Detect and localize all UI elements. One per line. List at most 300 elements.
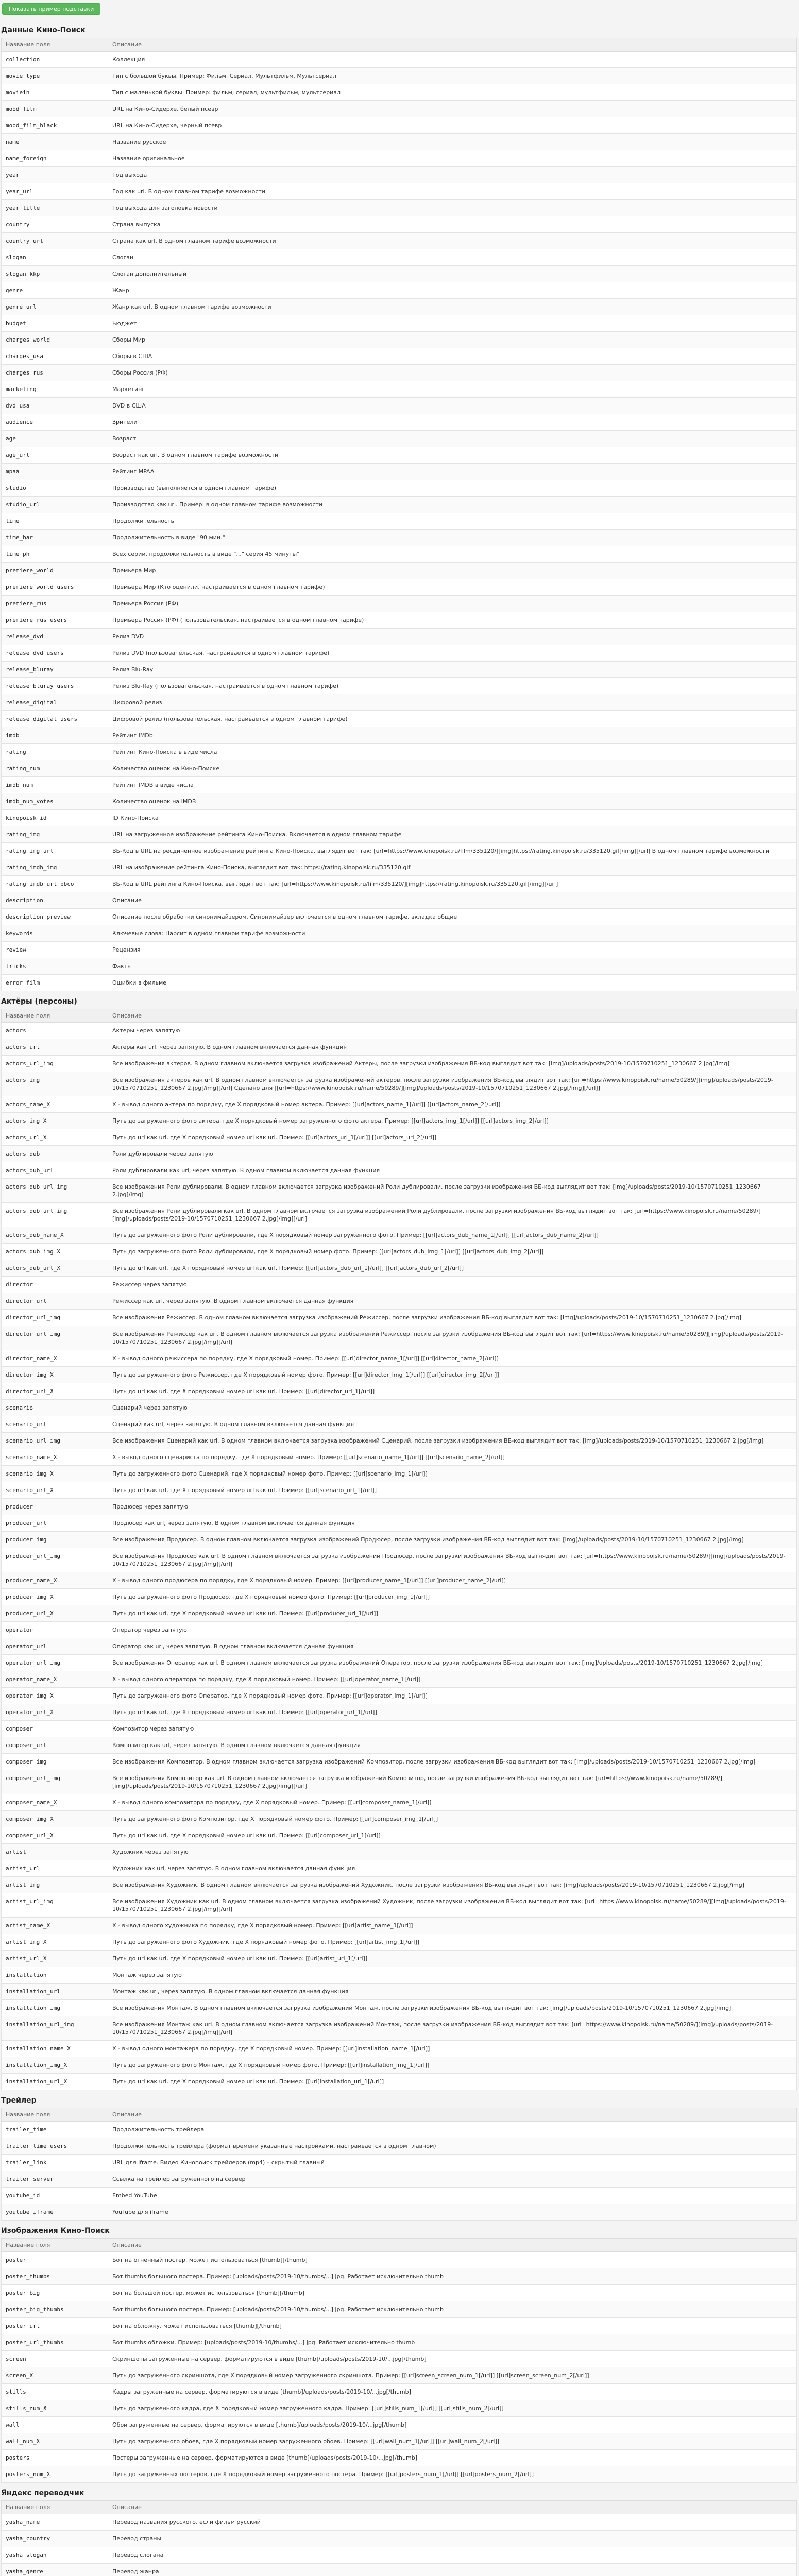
variable-description: Бот на обложку, может использоваться [thumb][/thumb]: [108, 2318, 797, 2334]
variable-name: composer_url_X: [2, 1827, 108, 1844]
variable-description: Сборы Мир: [108, 332, 797, 348]
variable-description: Постеры загруженные на сервер, форматируются в виде [thumb]/uploads/posts/2019-10/...jpg[/thumb]: [108, 2450, 797, 2466]
variable-description: Все изображения Монтаж. В одном главном включается загрузка изображений Монтаж, после загрузки изображения ВБ-код выглядит вот так: [img]/uploads/posts/2019-10/1570710251_1230667 2.jpg[/img]: [108, 2000, 797, 2016]
table-row: [2, 859, 797, 876]
table-row: [2, 530, 797, 546]
variable-description: Производство (выполняется в одном главном тарифе): [108, 480, 797, 497]
table-row: [2, 2351, 797, 2367]
table-row: [2, 431, 797, 447]
variable-name: operator: [2, 1622, 108, 1638]
table-row: [2, 1023, 797, 1039]
variable-name: release_digital: [2, 694, 108, 711]
variable-name: yasha_genre: [2, 2564, 108, 2576]
table-row: [2, 1984, 797, 2000]
variable-name: scenario: [2, 1400, 108, 1416]
variable-description: Все изображения Продюсер как url. В одном главном включается загрузка изображений Продюсер, после загрузки изображения ВБ-код выглядит вот так: [url=https://www.kinopoisk.ru/name/50289/][img]/uploads/posts/2019-10/1570710251_1230667 2.jpg[/img][/url]: [108, 1548, 797, 1572]
table-row: [2, 563, 797, 579]
variable-description: Тип с большой буквы. Пример: Фильм, Сериал, Мультфильм, Мультсериал: [108, 68, 797, 84]
variable-description: Х - вывод одного сценариста по порядку, где Х порядковый номер. Пример: [[url]scenario_name_1[/url]] [[url]scenario_name_2[/url]]: [108, 1449, 797, 1466]
variable-description: URL на Кино-Сидерхе, черный псевр: [108, 117, 797, 134]
table-row: [2, 2041, 797, 2057]
variable-description: Все изображения Композитор. В одном главном включается загрузка изображений Композитор, после загрузки изображения ВБ-код выглядит вот так: [img]/uploads/posts/2019-10/1570710251_1230667 2.jpg[/img]: [108, 1754, 797, 1770]
variable-description: Путь до url как url, где Х порядковый номер url как url. Пример: [[url]operator_url_1[/url]]: [108, 1704, 797, 1721]
variable-name: mood_film_black: [2, 117, 108, 134]
table-row: [2, 1754, 797, 1770]
table-row: [2, 1072, 797, 1096]
table-row: [2, 744, 797, 760]
variable-name: yasha_name: [2, 2514, 108, 2531]
table-row: [2, 1449, 797, 1466]
table-row: [2, 2057, 797, 2074]
table-row: [2, 1655, 797, 1671]
variable-description: Кадры загруженные на сервер, форматируются в виде [thumb]/uploads/posts/2019-10/...jpg[/thumb]: [108, 2384, 797, 2400]
variable-name: actors_dub: [2, 1146, 108, 1162]
variable-description: Х - вывод одного оператора по порядку, где Х порядковый номер. Пример: [[url]operator_name_1[/url]]: [108, 1671, 797, 1688]
variable-description: Релиз Blu-Ray: [108, 662, 797, 678]
variable-name: actors_img: [2, 1072, 108, 1096]
variable-name: poster_big_thumbs: [2, 2301, 108, 2318]
variable-name: installation: [2, 1967, 108, 1984]
variable-name: trailer_time_users: [2, 2138, 108, 2155]
variable-description: Перевод страны: [108, 2531, 797, 2547]
variable-name: charges_rus: [2, 365, 108, 381]
table-row: [2, 1532, 797, 1548]
variable-name: scenario_url: [2, 1416, 108, 1433]
variable-name: composer: [2, 1721, 108, 1737]
table-header-row: [2, 1009, 797, 1023]
variable-description: Путь до загруженного фото актера, где Х порядковый номер загруженного фото актера. Пример: [[url]actors_img_1[/url]] [[url]actors_img_2[/url]]: [108, 1113, 797, 1129]
column-header-description: Описание: [108, 2108, 797, 2122]
variable-name: premiere_rus_users: [2, 612, 108, 629]
variable-description: Путь до загруженного фото Монтаж, где Х порядковый номер фото. Пример: [[url]installation_img_1[/url]]: [108, 2057, 797, 2074]
column-header-name: Название поля: [2, 2239, 108, 2252]
table-row: [2, 2204, 797, 2221]
variable-name: poster_url: [2, 2318, 108, 2334]
table-row: [2, 1416, 797, 1433]
table-row: [2, 1310, 797, 1326]
variable-description: Жанр: [108, 282, 797, 299]
table-row: [2, 2384, 797, 2400]
variables-table: [1, 1009, 797, 2090]
variable-description: Роли дублировали через запятую: [108, 1146, 797, 1162]
table-row: [2, 1827, 797, 1844]
variable-description: Премьера Россия (РФ): [108, 596, 797, 612]
table-row: [2, 1737, 797, 1754]
table-row: [2, 1499, 797, 1515]
table-row: [2, 398, 797, 414]
variable-name: poster: [2, 2252, 108, 2268]
variable-name: poster_thumbs: [2, 2268, 108, 2285]
variable-description: Ключевые слова: Парсит в одном главном тарифе возможности: [108, 925, 797, 942]
table-row: [2, 645, 797, 662]
variable-name: artist: [2, 1844, 108, 1860]
variable-description: Премьера Россия (РФ) (пользовательская, настраивается в одном главном тарифе): [108, 612, 797, 629]
section-title: Данные Кино-Поиск: [1, 26, 86, 35]
variable-description: Все изображения Сценарий как url. В одном главном включается загрузка изображений Сценарий, после загрузки изображения ВБ-код выглядит вот так: [img]/uploads/posts/2019-10/1570710251_1230667 2.jpg[/img]: [108, 1433, 797, 1449]
variable-name: producer_url_img: [2, 1548, 108, 1572]
variable-description: Бот thumbs обложки. Пример: [uploads/posts/2019-10/thumbs/...] jpg. Работает исключительно thumb: [108, 2334, 797, 2351]
variable-description: Путь до url как url, где Х порядковый номер url как url. Пример: [[url]director_url_1[/url]]: [108, 1383, 797, 1400]
variable-description: Все изображения Оператор как url. В одном главном включается загрузка изображений Оператор, после загрузки изображения ВБ-код выглядит вот так: [img]/uploads/posts/2019-10/1570710251_1230667 2.jpg[/img]: [108, 1655, 797, 1671]
column-header-description: Описание: [108, 2239, 797, 2252]
column-header-description: Описание: [108, 38, 797, 52]
variable-name: trailer_time: [2, 2122, 108, 2138]
variables-table: [1, 2108, 797, 2221]
variable-name: age: [2, 431, 108, 447]
column-header-description: Описание: [108, 2501, 797, 2514]
table-row: [2, 2400, 797, 2417]
table-row: [2, 1622, 797, 1638]
variable-name: producer_name_X: [2, 1572, 108, 1589]
table-row: [2, 1293, 797, 1310]
table-row: [2, 414, 797, 431]
table-row: [2, 348, 797, 365]
variable-name: time: [2, 513, 108, 530]
table-row: [2, 332, 797, 348]
table-row: [2, 909, 797, 925]
variable-description: Сценарий через запятую: [108, 1400, 797, 1416]
variable-name: installation_img: [2, 2000, 108, 2016]
variable-name: age_url: [2, 447, 108, 464]
column-header-name: Название поля: [2, 38, 108, 52]
table-row: [2, 266, 797, 282]
variable-name: director: [2, 1277, 108, 1293]
variable-description: Рецензия: [108, 942, 797, 958]
variable-name: youtube_iframe: [2, 2204, 108, 2221]
variable-description: Все изображения Художник как url. В одном главном включается загрузка изображений Художник, после загрузки изображения ВБ-код выглядит вот так: [url=https://www.kinopoisk.ru/name/50289/][img]/uploads/posts/2019-10/1570710251_1230667 2.jpg[/img][/url]: [108, 1893, 797, 1918]
table-row: [2, 1466, 797, 1482]
variable-description: Embed YouTube: [108, 2188, 797, 2204]
variable-description: Режиссер через запятую: [108, 1277, 797, 1293]
variable-description: Путь до url как url, где Х порядковый номер url как url. Пример: [[url]artist_url_1[/url]]: [108, 1951, 797, 1967]
variable-name: release_bluray_users: [2, 678, 108, 694]
variable-name: wall_num_X: [2, 2433, 108, 2450]
variable-description: Рейтинг IMDb: [108, 727, 797, 744]
variable-description: Релиз Blu-Ray (пользовательская, настраивается в одном главном тарифе): [108, 678, 797, 694]
variable-name: release_dvd: [2, 629, 108, 645]
variable-name: name_foreign: [2, 150, 108, 167]
table-row: [2, 249, 797, 266]
variable-name: genre: [2, 282, 108, 299]
variable-description: Сборы Россия (РФ): [108, 365, 797, 381]
variable-name: artist_img_X: [2, 1934, 108, 1951]
table-row: [2, 760, 797, 777]
variable-description: Путь до загруженного фото Роли дублировали, где Х порядковый номер фото. Пример: [[url]actors_dub_img_1[/url]] [[url]actors_dub_img_2[/url]]: [108, 1244, 797, 1260]
table-row: [2, 282, 797, 299]
section-title: Актёры (персоны): [1, 997, 77, 1006]
variable-description: Все изображения Режиссер как url. В одном главном включается загрузка изображений Режиссер, после загрузки изображения ВБ-код выглядит вот так: [url=https://www.kinopoisk.ru/name/50289/][img]/uploads/posts/2019-10/1570710251_1230667 2.jpg[/img][/url]: [108, 1326, 797, 1350]
table-row: [2, 1589, 797, 1605]
table-row: [2, 826, 797, 843]
variable-description: Цифровой релиз: [108, 694, 797, 711]
table-row: [2, 2514, 797, 2531]
table-row: [2, 579, 797, 596]
variable-description: Путь до загруженного фото Сценарий, где Х порядковый номер фото. Пример: [[url]scenario_img_1[/url]]: [108, 1466, 797, 1482]
table-row: [2, 1383, 797, 1400]
variable-description: Путь до загруженного фото Роли дублировали, где Х порядковый номер загруженного фото. Пример: [[url]actors_dub_name_1[/url]] [[url]actors_dub_name_2[/url]]: [108, 1227, 797, 1244]
variable-description: Год как url. В одном главном тарифе возможности: [108, 183, 797, 200]
table-row: [2, 1056, 797, 1072]
table-row: [2, 2122, 797, 2138]
variable-description: Возраст как url. В одном главном тарифе возможности: [108, 447, 797, 464]
variable-description: Путь до загруженного фото Оператор, где Х порядковый номер фото. Пример: [[url]operator_img_1[/url]]: [108, 1688, 797, 1704]
variable-name: posters: [2, 2450, 108, 2466]
variable-name: description: [2, 892, 108, 909]
variable-description: Рейтинг MPAA: [108, 464, 797, 480]
table-row: [2, 299, 797, 315]
table-row: [2, 1688, 797, 1704]
table-row: [2, 447, 797, 464]
variable-name: trailer_link: [2, 2155, 108, 2171]
table-row: [2, 167, 797, 183]
column-header-name: Название поля: [2, 1009, 108, 1023]
variable-description: Всех серии, продолжительность в виде "..." серия 45 минуты": [108, 546, 797, 563]
table-row: [2, 84, 797, 101]
variable-description: Все изображения Продюсер. В одном главном включается загрузка изображений Продюсер, после загрузки изображения ВБ-код выглядит вот так: [img]/uploads/posts/2019-10/1570710251_1230667 2.jpg[/img]: [108, 1532, 797, 1548]
table-row: [2, 2417, 797, 2433]
variable-name: stills_num_X: [2, 2400, 108, 2417]
variable-name: error_film: [2, 975, 108, 991]
variable-description: Продюсер как url, через запятую. В одном главном включается данная функция: [108, 1515, 797, 1532]
variable-name: actors_dub_url_X: [2, 1260, 108, 1277]
table-row: [2, 1548, 797, 1572]
variable-description: Роли дублировали как url, через запятую. В одном главном включается данная функция: [108, 1162, 797, 1179]
variable-description: Ошибки в фильме: [108, 975, 797, 991]
table-header-row: [2, 38, 797, 52]
variable-description: Коллекция: [108, 52, 797, 68]
variable-description: Жанр как url. В одном главном тарифе возможности: [108, 299, 797, 315]
table-row: [2, 134, 797, 150]
variable-name: slogan_kkp: [2, 266, 108, 282]
variable-description: Путь до загруженных постеров, где Х порядковый номер загруженного постера. Пример: [[url]posters_num_1[/url]] [[url]posters_num_2[/url]]: [108, 2466, 797, 2483]
variable-description: Все изображения Композитор как url. В одном главном включается загрузка изображений Композитор, после загрузки изображения ВБ-код выглядит вот так: [url=https://www.kinopoisk.ru/name/50289/][img]/uploads/posts/2019-10/1570710251_1230667 2.jpg[/img][/url]: [108, 1770, 797, 1794]
variable-name: composer_url_img: [2, 1770, 108, 1794]
variable-description: Маркетинг: [108, 381, 797, 398]
table-row: [2, 678, 797, 694]
table-row: [2, 1162, 797, 1179]
variable-description: Описание: [108, 892, 797, 909]
variable-name: actors_dub_name_X: [2, 1227, 108, 1244]
table-row: [2, 2188, 797, 2204]
table-row: [2, 1918, 797, 1934]
variable-description: Тип с маленькой буквы. Пример: фильм, сериал, мультфильм, мультсериал: [108, 84, 797, 101]
table-row: [2, 777, 797, 793]
table-row: [2, 2074, 797, 2090]
variable-name: actors_dub_url_img: [2, 1203, 108, 1227]
table-row: [2, 1260, 797, 1277]
variable-description: Название русское: [108, 134, 797, 150]
table-row: [2, 942, 797, 958]
variable-description: Перевод названия русского, если фильм русский: [108, 2514, 797, 2531]
table-row: [2, 1326, 797, 1350]
table-row: [2, 711, 797, 727]
table-header-row: [2, 2501, 797, 2514]
table-row: [2, 810, 797, 826]
variable-description: Рейтинг Кино-Поиска в виде числа: [108, 744, 797, 760]
variable-name: rating_img: [2, 826, 108, 843]
table-row: [2, 1113, 797, 1129]
variable-name: screen: [2, 2351, 108, 2367]
table-row: [2, 2301, 797, 2318]
table-row: [2, 1400, 797, 1416]
variable-name: installation_url: [2, 1984, 108, 2000]
table-row: [2, 2433, 797, 2450]
variable-name: imdb: [2, 727, 108, 744]
table-row: [2, 1951, 797, 1967]
table-row: [2, 612, 797, 629]
variable-description: Количество оценок на IMDB: [108, 793, 797, 810]
section-title: Трейлер: [1, 2096, 37, 2105]
table-row: [2, 117, 797, 134]
variable-description: Путь до загруженного фото Композитор, где Х порядковый номер фото. Пример: [[url]composer_img_1[/url]]: [108, 1811, 797, 1827]
variable-description: Производство как url. Пример: в одном главном тарифе возможности: [108, 497, 797, 513]
variable-name: director_img_X: [2, 1367, 108, 1383]
variable-name: operator_url: [2, 1638, 108, 1655]
show-example-button[interactable]: Показать пример подставки: [2, 3, 100, 15]
table-row: [2, 2138, 797, 2155]
variable-name: mpaa: [2, 464, 108, 480]
variable-name: mood_film: [2, 101, 108, 117]
table-row: [2, 1794, 797, 1811]
variable-description: Все изображения Монтаж как url. В одном главном включается загрузка изображений Монтаж, после загрузки изображения ВБ-код выглядит вот так: [url=https://www.kinopoisk.ru/name/50289/][img]/uploads/posts/2019-10/1570710251_1230667 2.jpg[/img][/url]: [108, 2016, 797, 2041]
table-row: [2, 876, 797, 892]
variable-description: Продолжительность в виде "90 мин.": [108, 530, 797, 546]
variable-name: actors_url_img: [2, 1056, 108, 1072]
variable-name: actors_url_X: [2, 1129, 108, 1146]
variable-description: Год выхода: [108, 167, 797, 183]
variable-description: Путь до url как url, где Х порядковый номер url как url. Пример: [[url]actors_dub_url_1[/url]] [[url]actors_dub_url_2[/url]]: [108, 1260, 797, 1277]
variable-name: marketing: [2, 381, 108, 398]
variable-name: year: [2, 167, 108, 183]
variable-name: artist_url_X: [2, 1951, 108, 1967]
variable-description: Страна как url. В одном главном тарифе возможности: [108, 233, 797, 249]
table-row: [2, 233, 797, 249]
table-row: [2, 793, 797, 810]
table-header-row: [2, 2108, 797, 2122]
variable-name: scenario_url_X: [2, 1482, 108, 1499]
variable-description: Премьера Мир (Кто оценили, настраивается в одном главном тарифе): [108, 579, 797, 596]
table-row: [2, 1129, 797, 1146]
variable-name: actors_name_X: [2, 1096, 108, 1113]
variable-description: Бот thumbs большого постера. Пример: [uploads/posts/2019-10/thumbs/...] jpg. Работает исключительно thumb: [108, 2301, 797, 2318]
variable-name: collection: [2, 52, 108, 68]
variable-description: Художник через запятую: [108, 1844, 797, 1860]
variable-description: URL для iframe. Видео Кинопоиск трейлеров (mp4) – скрытый главный: [108, 2155, 797, 2171]
variable-description: Путь до url как url, где Х порядковый номер url как url. Пример: [[url]actors_url_1[/url]] [[url]actors_url_2[/url]]: [108, 1129, 797, 1146]
variable-name: year_title: [2, 200, 108, 216]
variables-table: [1, 2238, 797, 2483]
variable-description: Бот на большой постер, может использоваться [thumb][/thumb]: [108, 2285, 797, 2301]
variable-description: Премьера Мир: [108, 563, 797, 579]
variable-description: Слоган: [108, 249, 797, 266]
variable-description: Перевод жанра: [108, 2564, 797, 2576]
variable-name: slogan: [2, 249, 108, 266]
variable-description: Х - вывод одного художника по порядку, где Х порядковый номер. Пример: [[url]artist_name_1[/url]]: [108, 1918, 797, 1934]
variables-table: [1, 2500, 797, 2576]
variable-name: review: [2, 942, 108, 958]
variable-description: Скриншоты загруженные на сервер, форматируются в виде [thumb]/uploads/posts/2019-10/...jpg[/thumb]: [108, 2351, 797, 2367]
variable-name: kinopoisk_id: [2, 810, 108, 826]
variable-description: Перевод слогана: [108, 2547, 797, 2564]
variable-name: actors: [2, 1023, 108, 1039]
variable-name: audience: [2, 414, 108, 431]
variable-name: release_digital_users: [2, 711, 108, 727]
variable-name: scenario_url_img: [2, 1433, 108, 1449]
variable-name: operator_img_X: [2, 1688, 108, 1704]
table-row: [2, 1877, 797, 1893]
table-row: [2, 1482, 797, 1499]
table-row: [2, 513, 797, 530]
variable-description: Путь до загруженного фото Продюсер, где Х порядковый номер фото. Пример: [[url]producer_img_1[/url]]: [108, 1589, 797, 1605]
variable-name: artist_name_X: [2, 1918, 108, 1934]
variable-name: rating_num: [2, 760, 108, 777]
table-row: [2, 365, 797, 381]
variable-name: operator_name_X: [2, 1671, 108, 1688]
variable-name: rating_img_url: [2, 843, 108, 859]
table-row: [2, 68, 797, 84]
variable-description: Путь до загруженного скриншота, где Х порядковый номер загруженного скриншота. Пример: [[url]screen_screen_num_1[/url]] [[url]screen_screen_num_2[/url]]: [108, 2367, 797, 2384]
variable-name: posters_num_X: [2, 2466, 108, 2483]
variable-name: studio_url: [2, 497, 108, 513]
variable-name: producer: [2, 1499, 108, 1515]
variable-description: URL на Кино-Сидерхе, белый псевр: [108, 101, 797, 117]
table-row: [2, 1039, 797, 1056]
variable-description: Художник как url, через запятую. В одном главном включается данная функция: [108, 1860, 797, 1877]
variable-name: director_name_X: [2, 1350, 108, 1367]
variable-name: youtube_id: [2, 2188, 108, 2204]
variable-description: Все изображения Роли дублировали как url. В одном главном включается загрузка изображений Роли дублировали, после загрузки изображения ВБ-код выглядит вот так: [url=https://www.kinopoisk.ru/name/50289/][img]/uploads/posts/2019-10/1570710251_1230667 2.jpg[/img][/url]: [108, 1203, 797, 1227]
table-row: [2, 2531, 797, 2547]
variable-name: release_bluray: [2, 662, 108, 678]
variable-description: ВБ-Код в URL рейтинга Кино-Поиска, выглядит вот так: [url=https://www.kinopoisk.ru/film/335120/][img]https://rating.kinopoisk.ru/335120.gif[/img][/url]: [108, 876, 797, 892]
variable-description: Бот на огненный постер, может использоваться [thumb][/thumb]: [108, 2252, 797, 2268]
variable-name: premiere_rus: [2, 596, 108, 612]
variable-description: Композитор через запятую: [108, 1721, 797, 1737]
table-row: [2, 2367, 797, 2384]
variable-name: rating: [2, 744, 108, 760]
variable-name: producer_img: [2, 1532, 108, 1548]
table-row: [2, 662, 797, 678]
variable-name: country: [2, 216, 108, 233]
variable-name: stills: [2, 2384, 108, 2400]
variable-description: Все изображения Роли дублировали. В одном главном включается загрузка изображений Роли дублировали, после загрузки изображения ВБ-код выглядит вот так: [img]/uploads/posts/2019-10/1570710251_1230667 2.jpg[/img]: [108, 1179, 797, 1203]
table-row: [2, 975, 797, 991]
variable-description: Релиз DVD: [108, 629, 797, 645]
variable-description: Все изображения Режиссер. В одном главном включается загрузка изображений Режиссер, после загрузки изображения ВБ-код выглядит вот так: [img]/uploads/posts/2019-10/1570710251_1230667 2.jpg[/img]: [108, 1310, 797, 1326]
table-row: [2, 694, 797, 711]
variables-table: [1, 38, 797, 991]
variable-name: keywords: [2, 925, 108, 942]
table-row: [2, 2155, 797, 2171]
variable-description: Продолжительность трейлера: [108, 2122, 797, 2138]
table-row: [2, 1227, 797, 1244]
variable-name: actors_url: [2, 1039, 108, 1056]
variable-description: Зрители: [108, 414, 797, 431]
variable-name: operator_url_X: [2, 1704, 108, 1721]
section-title: Яндекс переводчик: [1, 2489, 84, 2497]
variable-name: producer_url: [2, 1515, 108, 1532]
variable-description: Монтаж через запятую: [108, 1967, 797, 1984]
table-row: [2, 381, 797, 398]
variable-name: producer_img_X: [2, 1589, 108, 1605]
variable-name: studio: [2, 480, 108, 497]
table-row: [2, 1860, 797, 1877]
variable-description: ID Кино-Поиска: [108, 810, 797, 826]
table-row: [2, 1770, 797, 1794]
variable-description: Ссылка на трейлер загруженного на сервер: [108, 2171, 797, 2188]
variable-name: wall: [2, 2417, 108, 2433]
variable-description: Все изображения Художник. В одном главном включается загрузка изображений Художник, после загрузки изображения ВБ-код выглядит вот так: [img]/uploads/posts/2019-10/1570710251_1230667 2.jpg[/img]: [108, 1877, 797, 1893]
